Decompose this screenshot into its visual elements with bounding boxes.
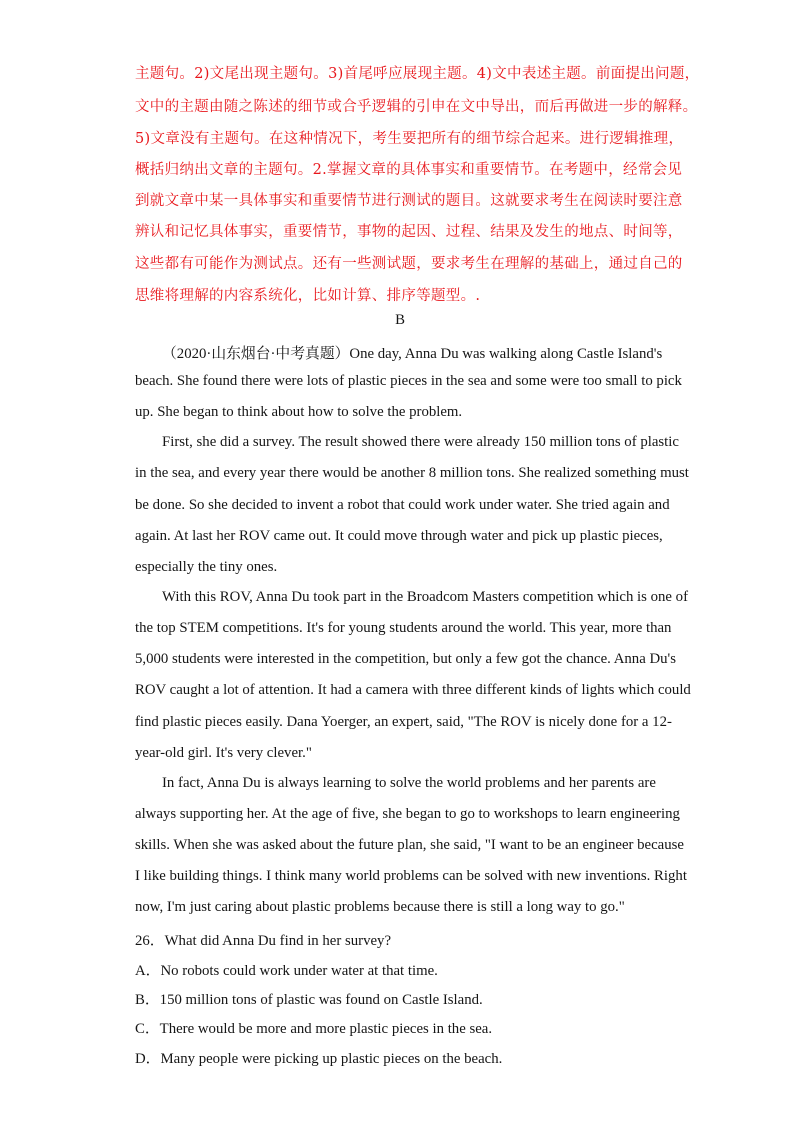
passage-line: in the sea, and every year there would be another 8 million tons. She realized something must	[135, 465, 689, 481]
passage-line: especially the tiny ones.	[135, 559, 278, 575]
passage-line: First, she did a survey. The result showed there were already 150 million tons of plastic	[162, 434, 679, 450]
passage-line: find plastic pieces easily. Dana Yoerger, an expert, said, "The ROV is nicely done for a 12-	[135, 714, 672, 730]
section-title: B	[395, 312, 405, 328]
option-c: C．There would be more and more plastic pieces in the sea.	[135, 1021, 493, 1037]
passage-line: ROV caught a lot of attention. It had a camera with three different kinds of lights which could	[135, 682, 691, 698]
analysis-line: 思维将理解的内容系统化，比如计算、排序等题型。.	[135, 288, 481, 304]
passage-line: （2020·山东烟台·中考真题）One day, Anna Du was walking along Castle Island's	[162, 346, 663, 362]
analysis-line: 到就文章中某一具体事实和重要情节进行测试的题目。这就要求考生在阅读时要注意	[135, 193, 683, 209]
passage-line: I like building things. I think many world problems can be solved with new inventions. Right	[135, 868, 687, 884]
analysis-line: 这些都有可能作为测试点。还有一些测试题，要求考生在理解的基础上，通过自己的	[135, 256, 683, 272]
passage-line: always supporting her. At the age of five, she began to go to workshops to learn engineering	[135, 806, 680, 822]
analysis-line: 概括归纳出文章的主题句。2.掌握文章的具体事实和重要情节。在考题中，经常会见	[135, 162, 683, 178]
passage-line: up. She began to think about how to solve the problem.	[135, 404, 463, 420]
option-d: D．Many people were picking up plastic pieces on the beach.	[135, 1051, 503, 1067]
passage-line: now, I'm just caring about plastic problems because there is still a long way to go."	[135, 899, 625, 915]
analysis-line: 文中的主题由随之陈述的细节或合乎逻辑的引申在文中导出，而后再做进一步的解释。	[135, 99, 698, 115]
option-b: B．150 million tons of plastic was found on Castle Island.	[135, 992, 483, 1008]
passage-line: beach. She found there were lots of plastic pieces in the sea and some were too small to pick	[135, 373, 682, 389]
question-stem: 26．What did Anna Du find in her survey?	[135, 933, 392, 949]
passage-line: be done. So she decided to invent a robot that could work under water. She tried again and	[135, 497, 670, 513]
passage-line: 5,000 students were interested in the competition, but only a few got the chance. Anna Du's	[135, 651, 676, 667]
analysis-line: 5)文章没有主题句。在这种情况下，考生要把所有的细节综合起来。进行逻辑推理，	[135, 131, 684, 147]
passage-line: year-old girl. It's very clever."	[135, 745, 312, 761]
passage-line: again. At last her ROV came out. It could move through water and pick up plastic pieces,	[135, 528, 663, 544]
option-a: A．No robots could work under water at that time.	[135, 963, 438, 979]
passage-line: skills. When she was asked about the future plan, she said, "I want to be an engineer because	[135, 837, 684, 853]
passage-line: In fact, Anna Du is always learning to solve the world problems and her parents are	[162, 775, 656, 791]
analysis-line: 辨认和记忆具体事实，重要情节，事物的起因、过程、结果及发生的地点、时间等，	[135, 224, 683, 240]
passage-line: the top STEM competitions. It's for young students around the world. This year, more than	[135, 620, 672, 636]
passage-line: With this ROV, Anna Du took part in the Broadcom Masters competition which is one of	[162, 589, 688, 605]
analysis-line: 主题句。2)文尾出现主题句。3)首尾呼应展现主题。4)文中表述主题。前面提出问题，	[135, 66, 700, 82]
